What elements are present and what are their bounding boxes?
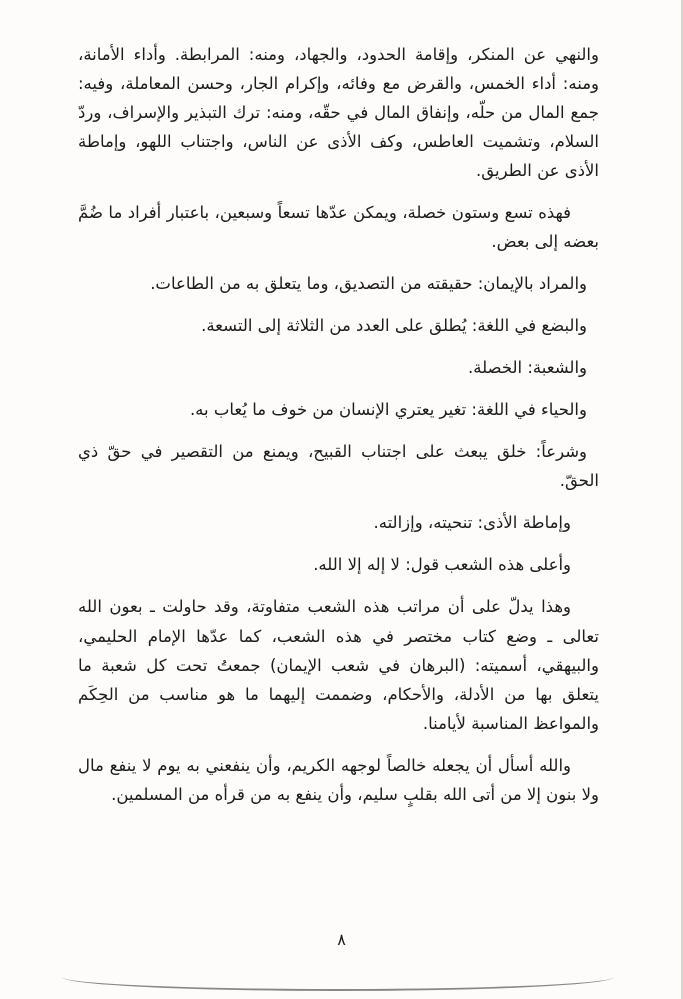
- paragraph: وشرعاً: خلق يبعث على اجتناب القبيح، ويمنع من التقصير في حقّ ذي الحقّ.: [78, 442, 599, 491]
- paragraph: والشعبة: الخصلة.: [467, 358, 587, 378]
- scan-curve-artifact: [62, 963, 614, 991]
- paragraph: وهذا يدلّ على أن مراتب هذه الشعب متفاوتة، وقد حاولت ـ بعون الله تعالى ـ وضع كتاب مختصر في هذه الشعب، كما عدّها الإمام الحليمي، والبيهقي، أسميته: (البرهان في شعب الإيمان) جمعتُ تحت كل شعبة ما يتعلق بها من الأدلة، والأحكام، وضممت إليهما ما هو مناسب من الحِكَم والمواعظ المناسبة لأيامنا.: [78, 597, 599, 733]
- paragraph: وأعلى هذه الشعب قول: لا إله إلا الله.: [313, 555, 571, 575]
- paragraph: والنهي عن المنكر، وإقامة الحدود، والجهاد، ومنه: المرابطة. وأداء الأمانة، ومنه: أداء الخمس، والقرض مع وفائه، وإكرام الجار، وحسن المعاملة، وفيه: جمع المال من حلّه، وإنفاق المال في حقّه، ومنه: ترك التبذير والإسراف، وردّ السلام، وتشميت العاطس، وكف الأذى عن الناس، واجتناب اللهو، وإماطة الأذى عن الطريق.: [78, 45, 599, 181]
- text-block: [78, 40, 599, 822]
- paragraph: وإماطة الأذى: تنحيته، وإزالته.: [373, 513, 571, 533]
- paragraph: والله أسأل أن يجعله خالصاً لوجهه الكريم، وأن ينفعني به يوم لا ينفع مال ولا بنون إلا من أتى الله بقلبٍ سليم، وأن ينفع به من قرأه من المسلمين.: [78, 755, 599, 804]
- paragraph: والبضع في اللغة: يُطلق على العدد من الثلاثة إلى التسعة.: [201, 316, 587, 336]
- paragraph: والحياء في اللغة: تغير يعتري الإنسان من خوف ما يُعاب به.: [189, 400, 587, 420]
- page-number: ٨: [337, 930, 346, 949]
- paragraph: والمراد بالإيمان: حقيقته من التصديق، وما يتعلق به من الطاعات.: [150, 274, 587, 294]
- paragraph: فهذه تسع وستون خصلة، ويمكن عدّها تسعاً وسبعين، باعتبار أفراد ما ضُمَّ بعضه إلى بعض.: [78, 203, 599, 252]
